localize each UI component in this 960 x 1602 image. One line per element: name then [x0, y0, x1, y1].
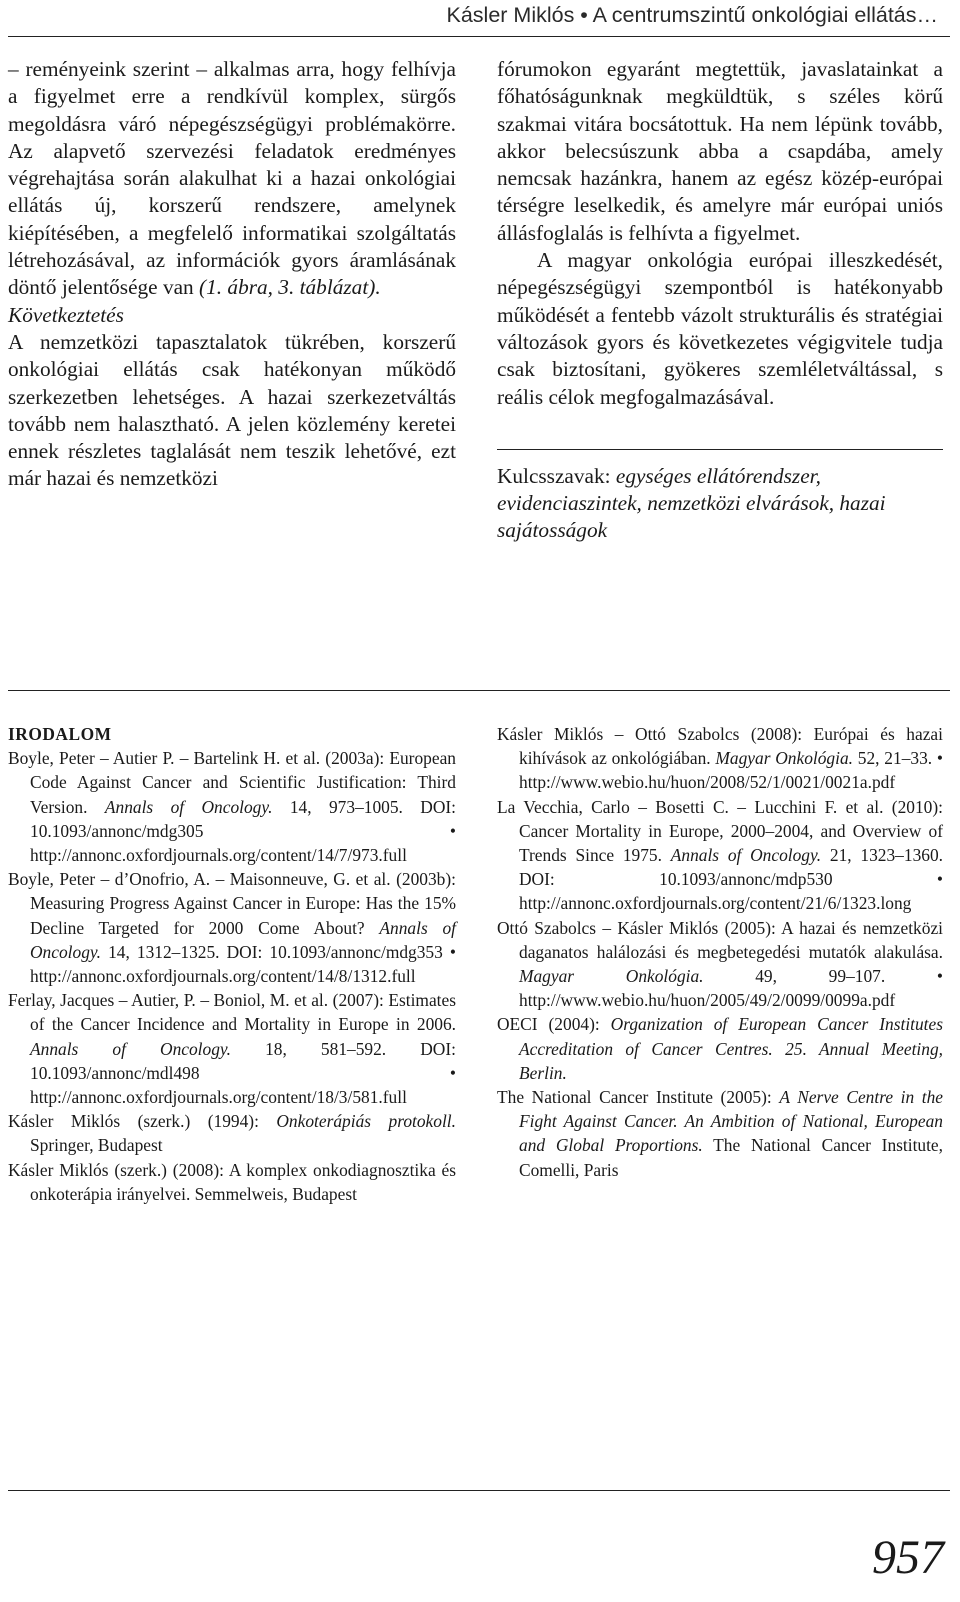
- keywords-divider: [497, 449, 943, 450]
- running-header: Kásler Miklós • A centrumszintű onkológiai ellátás…: [446, 3, 938, 27]
- references-title: IRODALOM: [8, 724, 112, 744]
- reference-item: Kásler Miklós (szerk.) (2008): A komplex onkodiagnosztika és onkoterápia irányelvei. Semmelweis, Budapest: [8, 1159, 456, 1204]
- keywords: [497, 463, 943, 545]
- left-paragraph-2: A nemzetközi tapasztalatok tükrében, korszerű onkológiai ellátás csak hatékonyan működő szerkezetben lehetséges. A hazai szerkezetváltás tovább nem halasztható. A jelen közlemény keretei ennek részletes taglalását nem teszik lehetővé, ezt már hazai és nemzetközi: [8, 329, 456, 491]
- reference-item: Kásler Miklós – Ottó Szabolcs (2008): Európai és hazai kihívások az onkológiában. Magyar Onkológia. 52, 21–33. • http://www.webio.hu/huon/2008/52/1/0021/0021a.pdf: [497, 724, 943, 793]
- references-divider: [8, 690, 950, 691]
- figure-table-reference: (1. ábra, 3. táblázat).: [199, 275, 381, 300]
- right-text-column: [497, 56, 943, 545]
- keywords-label: Kulcsszavak:: [497, 463, 616, 488]
- reference-item: Boyle, Peter – d’Onofrio, A. – Maisonneuve, G. et al. (2003b): Measuring Progress Against Cancer in Europe: Has the 15% Decline Targeted for 2000 Come About? Annals of Oncology. 14, 1312–1325. DOI: 10.1093/annonc/mdg353 • http://annonc.oxfordjournals.org/content/14/8/1312.full: [8, 869, 456, 987]
- references-left-column: [8, 722, 456, 1206]
- references-right-column: [497, 722, 943, 1182]
- left-paragraph-1: [8, 56, 456, 302]
- reference-item: Ferlay, Jacques – Autier, P. – Boniol, M. et al. (2007): Estimates of the Cancer Incidence and Mortality in Europe in 2006. Annals of Oncology. 18, 581–592. DOI: 10.1093/annonc/mdl498 • http://annonc.oxfordjournals.org/content/18/3/581.full: [8, 990, 456, 1108]
- reference-item: Boyle, Peter – Autier P. – Bartelink H. et al. (2003a): European Code Against Cancer and Scientific Justification: Third Version. Annals of Oncology. 14, 973–1005. DOI: 10.1093/annonc/mdg305 • http://annonc.oxfordjournals.org/content/14/7/973.full: [8, 748, 457, 866]
- reference-item: La Vecchia, Carlo – Bosetti C. – Lucchini F. et al. (2010): Cancer Mortality in Europe, 2000–2004, and Overview of Trends Since 1975. Annals of Oncology. 21, 1323–1360. DOI: 10.1093/annonc/mdp530 • http://annonc.oxfordjournals.org/content/21/6/1323.long: [497, 796, 943, 914]
- reference-item: OECI (2004): Organization of European Cancer Institutes Accreditation of Cancer Centres. 25. Annual Meeting, Berlin.: [497, 1014, 943, 1083]
- right-paragraph-1: fórumokon egyaránt megtettük, javaslatainkat a főhatóságunknak megküldtük, s széles körű szakmai vitára bocsátottuk. Ha nem lépünk tovább, akkor belecsúszunk abba a csapdába, amely nemcsak hazánkra, hanem az egész közép-európai térségre leselkedik, és amelyre már európai uniós állásfoglalás is felhívta a figyelmet.: [497, 57, 943, 245]
- section-heading-conclusion: Következtetés: [8, 302, 124, 327]
- left-text-column: [8, 56, 456, 493]
- page-number: 957: [872, 1531, 944, 1584]
- reference-item: Kásler Miklós (szerk.) (1994): Onkoterápiás protokoll. Springer, Budapest: [8, 1111, 456, 1156]
- footer-divider: [8, 1490, 950, 1491]
- header-divider: [8, 36, 950, 37]
- left-paragraph-1-text: – reményeink szerint – alkalmas arra, hogy felhívja a figyelmet erre a rendkívül komplex, sürgős megoldásra váró népegészségügyi problémakörre. Az alapvető szervezési feladatok eredményes végrehajtása során alakulhat ki a hazai onkológiai ellátás új, korszerű rendszere, amelynek kiépítésében, a megfelelő informatikai szolgáltatás létrehozásával, az információk gyors áramlásának döntő jelentősége van: [8, 57, 456, 300]
- reference-item: Ottó Szabolcs – Kásler Miklós (2005): A hazai és nemzetközi daganatos halálozási és megbetegedési mutatók alakulása. Magyar Onkológia. 49, 99–107. • http://www.webio.hu/huon/2005/49/2/0099/0099a.pdf: [497, 917, 943, 1011]
- reference-item: The National Cancer Institute (2005): A Nerve Centre in the Fight Against Cancer. An Ambition of National, European and Global Proportions. The National Cancer Institute, Comelli, Paris: [497, 1087, 943, 1180]
- keywords-list: egységes ellátórendszer, evidenciaszintek, nemzetközi elvárások, hazai sajátosságok: [497, 463, 886, 543]
- right-paragraph-2: A magyar onkológia európai illeszkedését, népegészségügyi szempontból is hatékonyabb működését a fentebb vázolt strukturális és stratégiai változások gyors és következetes végigvitele tudja csak biztosítani, gyökeres szemléletváltással, s reális célok megfogalmazásával.: [497, 248, 943, 409]
